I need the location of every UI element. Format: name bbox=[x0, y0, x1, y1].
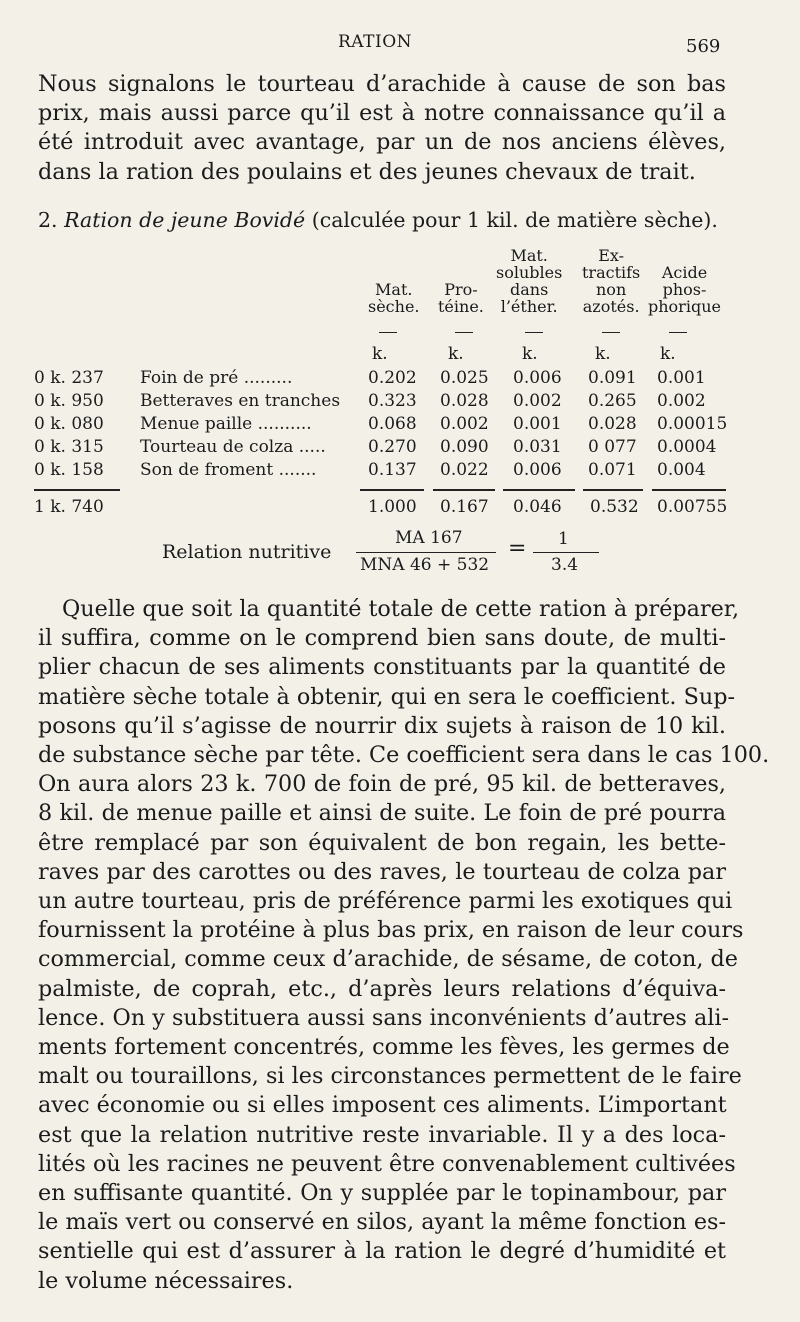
header-text: Mat. sèche. bbox=[368, 280, 420, 316]
paragraph-line: malt ou touraillons, si les circonstances permettent de le faire bbox=[38, 1063, 742, 1090]
section-heading bbox=[38, 208, 726, 232]
paragraph-line: 8 kil. de menue paille et ainsi de suite. Le foin de pré pourra bbox=[38, 800, 726, 827]
row-value: 0.002 bbox=[513, 391, 562, 411]
total-value: 0.00755 bbox=[657, 497, 728, 517]
total-value: 0.046 bbox=[513, 497, 562, 517]
header-dash bbox=[602, 332, 620, 333]
header-text: Mat. solubles dans l’éther. bbox=[496, 246, 563, 316]
unit-label: k. bbox=[448, 344, 464, 364]
row-value: 0.002 bbox=[440, 414, 489, 434]
sum-rule bbox=[360, 489, 424, 491]
paragraph-line: ments fortement concentrés, comme les fèves, les germes de bbox=[38, 1034, 730, 1061]
row-value: 0.270 bbox=[368, 437, 417, 457]
paragraph-line: dans la ration des poulains et des jeunes chevaux de trait. bbox=[38, 158, 696, 185]
paragraph-line: est que la relation nutritive reste invariable. Il y a des loca- bbox=[38, 1121, 726, 1148]
header-dash bbox=[379, 332, 397, 333]
row-feed-name bbox=[140, 460, 316, 480]
header-mat-seche bbox=[368, 281, 420, 315]
section-number: 2. bbox=[38, 208, 58, 232]
paragraph-line: matière sèche totale à obtenir, qui en sera le coefficient. Sup- bbox=[38, 683, 736, 710]
unit-label: k. bbox=[372, 344, 388, 364]
paragraph-line: en suffisante quantité. On y supplée par le topinambour, par bbox=[38, 1180, 726, 1207]
row-value: 0.068 bbox=[368, 414, 417, 434]
paragraph-line: avec économie ou si elles imposent ces aliments. L’important bbox=[38, 1092, 727, 1119]
row-feed-name bbox=[140, 414, 312, 434]
fraction-bar bbox=[533, 552, 599, 553]
paragraph-line: de substance sèche par tête. Ce coefficient sera dans le cas 100. bbox=[38, 742, 770, 769]
paragraph-line: lités où les racines ne peuvent être convenablement cultivées bbox=[38, 1150, 736, 1177]
paragraph-line: prix, mais aussi parce qu’il est à notre connaissance qu’il a bbox=[38, 100, 726, 127]
totals-row bbox=[0, 497, 800, 521]
ration-table bbox=[0, 245, 800, 535]
header-dash bbox=[525, 332, 543, 333]
total-value: 1.000 bbox=[368, 497, 417, 517]
table-row bbox=[0, 414, 800, 438]
leader-dots: .......... bbox=[252, 414, 312, 434]
paragraph-line: plier chacun de ses aliments constituants par la quantité de bbox=[38, 654, 726, 681]
nutritive-relation bbox=[0, 528, 800, 584]
section-title-italic: Ration de jeune Bovidé bbox=[64, 208, 306, 232]
paragraph-line: le volume nécessaires. bbox=[38, 1267, 294, 1294]
row-value: 0.006 bbox=[513, 368, 562, 388]
page-header bbox=[0, 30, 800, 60]
paragraph-line: sentielle qui est d’assurer à la ration le degré d’humidité et bbox=[38, 1238, 726, 1265]
row-value: 0.004 bbox=[657, 460, 706, 480]
leader-dots: ..... bbox=[293, 437, 326, 457]
row-quantity: 0 k. 950 bbox=[34, 391, 104, 411]
total-quantity: 1 k. 740 bbox=[34, 497, 104, 517]
header-extractifs bbox=[582, 247, 640, 315]
relation-denominator: MNA 46 + 532 bbox=[360, 555, 490, 575]
result-numerator: 1 bbox=[558, 529, 569, 549]
leader-dots: ....... bbox=[273, 460, 317, 480]
relation-label: Relation nutritive bbox=[162, 541, 332, 563]
table-row bbox=[0, 391, 800, 415]
relation-numerator: MA 167 bbox=[395, 528, 463, 548]
paragraph-line: On aura alors 23 k. 700 de foin de pré, 95 kil. de betteraves, bbox=[38, 771, 726, 798]
sum-rule bbox=[652, 489, 726, 491]
row-value: 0.031 bbox=[513, 437, 562, 457]
row-quantity: 0 k. 080 bbox=[34, 414, 104, 434]
row-value: 0.00015 bbox=[657, 414, 728, 434]
row-quantity: 0 k. 158 bbox=[34, 460, 104, 480]
header-text: Ex- tractifs non azotés. bbox=[582, 246, 641, 316]
row-value: 0.022 bbox=[440, 460, 489, 480]
paragraph-line: un autre tourteau, pris de préférence parmi les exotiques qui bbox=[38, 888, 733, 915]
paragraph-line: posons qu’il s’agisse de nourrir dix sujets à raison de 10 kil. bbox=[38, 712, 726, 739]
row-feed-name bbox=[140, 368, 292, 388]
body-paragraph bbox=[38, 595, 770, 1296]
result-denominator: 3.4 bbox=[551, 555, 579, 575]
row-feed-name bbox=[140, 437, 326, 457]
sum-rule bbox=[433, 489, 495, 491]
row-value: 0.001 bbox=[513, 414, 562, 434]
row-value: 0.091 bbox=[588, 368, 637, 388]
paragraph-line: il suffira, comme on le comprend bien sans doute, de multi- bbox=[38, 625, 726, 652]
fraction-bar bbox=[356, 552, 496, 553]
page-number: 569 bbox=[686, 36, 721, 57]
paragraph-line: Nous signalons le tourteau d’arachide à cause de son bas bbox=[38, 71, 726, 97]
header-text: Acide phos- phorique bbox=[648, 263, 721, 316]
row-feed-name bbox=[140, 391, 340, 411]
sum-rule bbox=[34, 489, 120, 491]
paragraph-line: lence. On y substituera aussi sans inconvénients d’autres ali- bbox=[38, 1004, 730, 1031]
leader-dots: ......... bbox=[238, 368, 293, 388]
sum-rule bbox=[503, 489, 575, 491]
row-value: 0.071 bbox=[588, 460, 637, 480]
paragraph-line: palmiste, de coprah, etc., d’après leurs relations d’équiva- bbox=[38, 975, 726, 1002]
row-value: 0.202 bbox=[368, 368, 417, 388]
row-value: 0.006 bbox=[513, 460, 562, 480]
row-value: 0 077 bbox=[588, 437, 637, 457]
paragraph-line: le maïs vert ou conservé en silos, ayant la même fonction es- bbox=[38, 1209, 726, 1236]
row-value: 0.001 bbox=[657, 368, 706, 388]
row-value: 0.323 bbox=[368, 391, 417, 411]
table-row bbox=[0, 437, 800, 461]
row-value: 0.0004 bbox=[657, 437, 717, 457]
total-value: 0.167 bbox=[440, 497, 489, 517]
unit-label: k. bbox=[522, 344, 538, 364]
row-value: 0.028 bbox=[440, 391, 489, 411]
row-quantity: 0 k. 237 bbox=[34, 368, 104, 388]
paragraph-line: être remplacé par son équivalent de bon regain, les bette- bbox=[38, 829, 726, 856]
paragraph-line: fournissent la protéine à plus bas prix, en raison de leur cours bbox=[38, 917, 744, 944]
row-quantity: 0 k. 315 bbox=[34, 437, 104, 457]
row-value: 0.025 bbox=[440, 368, 489, 388]
feed-name-text: Betteraves en tranches bbox=[140, 391, 341, 411]
feed-name-text: Menue paille bbox=[140, 414, 253, 434]
table-row bbox=[0, 460, 800, 484]
unit-label: k. bbox=[595, 344, 611, 364]
unit-label: k. bbox=[660, 344, 676, 364]
header-text: Pro- téine. bbox=[438, 280, 484, 316]
feed-name-text: Son de froment bbox=[140, 460, 274, 480]
header-acide bbox=[648, 264, 721, 315]
table-row bbox=[0, 368, 800, 392]
paragraph-line: raves par des carottes ou des raves, le tourteau de colza par bbox=[38, 858, 726, 885]
row-value: 0.002 bbox=[657, 391, 706, 411]
paragraph-line: commercial, comme ceux d’arachide, de sésame, de coton, de bbox=[38, 946, 738, 973]
paragraph-line: Quelle que soit la quantité totale de cette ration à préparer, bbox=[62, 596, 740, 622]
row-value: 0.028 bbox=[588, 414, 637, 434]
header-mat-solubles bbox=[496, 247, 562, 315]
row-value: 0.265 bbox=[588, 391, 637, 411]
section-title-rest: (calculée pour 1 kil. de matière sèche). bbox=[311, 208, 718, 232]
row-value: 0.090 bbox=[440, 437, 489, 457]
feed-name-text: Foin de pré bbox=[140, 368, 239, 388]
header-dash bbox=[669, 332, 687, 333]
sum-rule bbox=[583, 489, 643, 491]
running-title: RATION bbox=[338, 32, 413, 52]
intro-paragraph bbox=[38, 70, 726, 187]
feed-name-text: Tourteau de colza bbox=[140, 437, 294, 457]
header-proteine bbox=[438, 281, 484, 315]
row-value: 0.137 bbox=[368, 460, 417, 480]
total-value: 0.532 bbox=[590, 497, 639, 517]
paragraph-line: été introduit avec avantage, par un de nos anciens élèves, bbox=[38, 129, 726, 156]
equals-sign: = bbox=[508, 536, 527, 561]
header-dash bbox=[455, 332, 473, 333]
